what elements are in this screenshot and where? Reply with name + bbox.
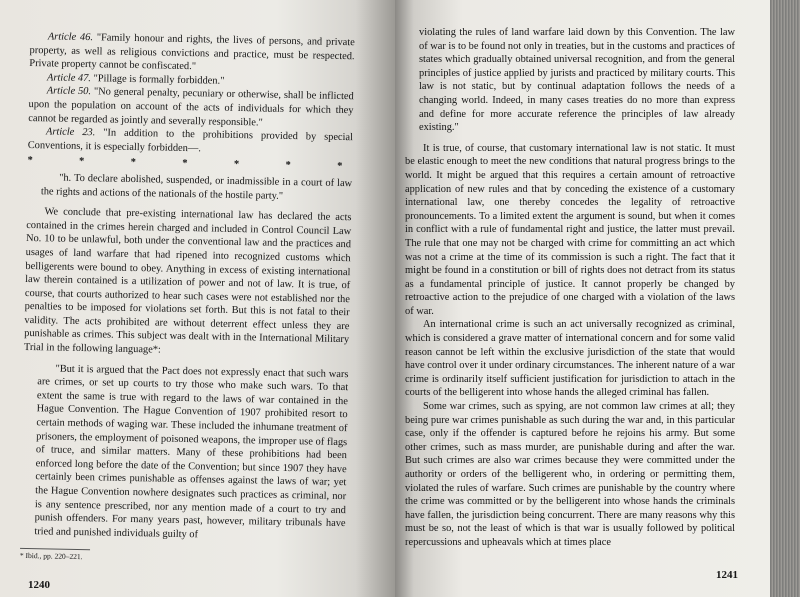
article-46-paragraph (29, 30, 355, 77)
footnote-divider (20, 548, 90, 550)
page-number: 1240 (28, 579, 50, 592)
right-page (395, 0, 770, 597)
star: * (78, 156, 85, 168)
article-50-paragraph (28, 84, 354, 131)
star: * (182, 158, 188, 170)
article-text: "In addition to the prohibitions provided by special Conventions, it is especially forbidden—. (27, 127, 354, 155)
article-text: "No general penalty, pecuniary or otherwise, shall be inflicted upon the population on account of the acts of individuals for which they cannot be regarded as jointly and severally responsible." (28, 86, 354, 129)
body-paragraph: It is true, of course, that customary international law is not static. It must be elastic enough to meet the new conditions that natural progress brings to the world. It might be argued that this requires a certain amount of retroactive application of new rules and that by conceding the existence of a customary international law, one thereby concedes the legality of retroactive pronouncements. To a limited extent the argument is sound, but when it comes in conflict with a rule of fundamental right and justice, the latter must prevail. The rule that one may not be charged with crime for committing an act which was not a crime at the time of its commission is such a right. The fact that it might be found in a constitution or bill of rights does not detract from its status as a fundamental principle of justice. It cannot properly be changed by retroactive action to the prejudice of one charged with a violation of the laws of war. (405, 142, 735, 317)
left-page (0, 0, 395, 597)
footnote: * Ibid., pp. 220–221. (19, 551, 83, 562)
quote-continuation: violating the rules of land warfare laid down by this Convention. The law of war is to be found not only in treaties, but in the customs and practices of states which gradually obtained universal recognition, and from the general principles of justice applied by jurists and practiced by military courts. This law is not static, but by continual adaptation follows the needs of a changing world. Indeed, in many cases treaties do no more than express and define for more accurate reference the principles of law already existing." (419, 27, 735, 134)
page-number: 1241 (716, 569, 738, 582)
body-paragraph: Some war crimes, such as spying, are not common law crimes at all; they being pure war crimes punishable as such during the war and, in this particular case, only if the offender is captured before he rejoins his army. But some other crimes, such as mass murder, are punishable during and after the war. But such crimes are also war crimes because they were committed under the authority or orders of the belligerent who, in ordering or permitting them, violated the rules of warfare. Such crimes are punishable by the country where the crime was committed or by the belligerent into whose hands the criminals have fallen, the jurisdiction being concurrent. There are many reasons why this must be so, not the least of which is that war is usually followed by political repercussions and upheavals which at times place (405, 401, 735, 548)
book-page-edges (770, 0, 800, 597)
left-page-text (20, 30, 355, 567)
article-label: Article 47. (46, 72, 92, 84)
article-text: "Pillage is formally forbidden." (93, 73, 225, 87)
tribunal-quote: "But it is argued that the Pact does not expressly enact that such wars are crimes, or set up courts to try those who make such wars. To that extent the same is true with regard to the laws of war contained in the Hague Convention. The Hague Convention of 1907 prohibited resort to certain methods of waging war. These included the inhumane treatment of prisoners, the employment of poisoned weapons, the improper use of flags of truce, and similar matters. Many of these prohibitions had been enforced long before the date of the Convention; but since 1907 they have certainly been crimes punishable as offenses against the laws of war; yet the Hague Convention nowhere designates such practices as criminal, nor is any sentence prescribed, nor any mention made of a court to try and punish offenders. For many years past, however, military tribunals have tried and punished individuals guilty of (34, 363, 349, 541)
article-label: Article 46. (47, 31, 94, 44)
star: * (285, 160, 291, 172)
right-page-text (405, 26, 735, 550)
star: * (337, 161, 343, 173)
article-label: Article 23. (45, 126, 96, 139)
star: * (27, 155, 33, 167)
article-label: Article 50. (46, 85, 92, 98)
article-text: "Family honour and rights, the lives of persons, and private property, as well as religious convictions and practice, must be respected. Private property cannot be confiscated." (29, 32, 355, 73)
conclusion-paragraph: We conclude that pre-existing international law has declared the acts contained in the crimes herein charged and included in Control Council Law No. 10 to be unlawful, both under the conventional law and the practices and usages of land warfare that had ripened into recognized customs which belligerents were bound to obey. Anything in excess of existing international law therein contained is a utilization of power and not of law. It is true, of course, that courts authorized to hear such cases were not established nor the penalties to be imposed for violations set forth. But this is not fatal to their validity. The acts prohibited are without deterrent effect unless they are punishable as crimes. This subject was dealt with in the International Military Trial in the following language*: (23, 206, 352, 356)
clause-h: "h. To declare abolished, suspended, or inadmissible in a court of law the rights and actions of the nationals of the hostile party." (40, 172, 353, 202)
body-paragraph: An international crime is such an act universally recognized as criminal, which is considered a grave matter of international concern and for some valid reason cannot be left within the exclusive jurisdiction of the state that would have control over it under ordinary circumstances. The inherent nature of a war crime is ordinarily itself sufficient justification for jurisdiction to attach in the courts of the belligerent into whose hands the alleged criminal has fallen. (405, 319, 735, 399)
star: * (130, 157, 137, 169)
star: * (233, 159, 240, 171)
